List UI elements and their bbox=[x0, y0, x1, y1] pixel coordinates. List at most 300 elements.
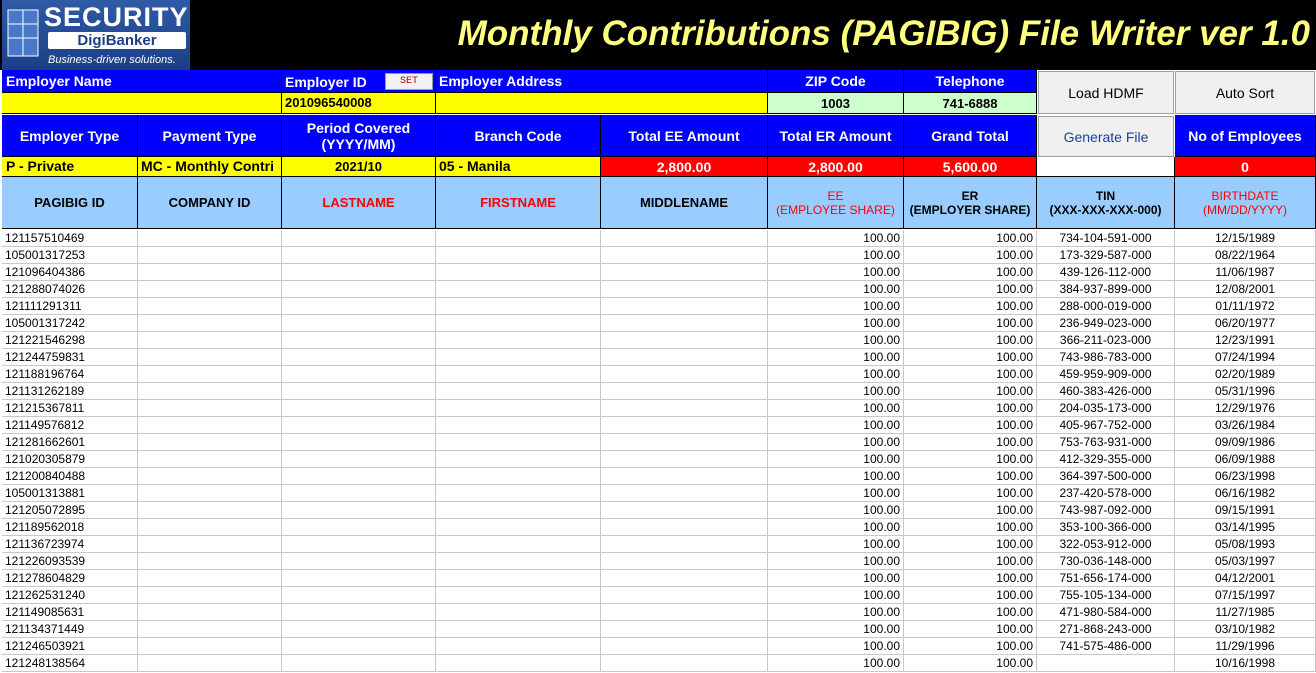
tin-cell[interactable]: 459-959-909-000 bbox=[1037, 366, 1175, 383]
ee-share-cell[interactable]: 100.00 bbox=[768, 417, 904, 434]
er-share-cell[interactable]: 100.00 bbox=[904, 383, 1037, 400]
pagibig-id-cell[interactable]: 121248138564 bbox=[2, 655, 138, 672]
firstname-cell[interactable] bbox=[436, 553, 601, 570]
table-row bbox=[0, 485, 1316, 502]
middlename-cell[interactable] bbox=[601, 349, 768, 366]
firstname-cell[interactable] bbox=[436, 468, 601, 485]
er-share-cell[interactable]: 100.00 bbox=[904, 366, 1037, 383]
logo-product: DigiBanker bbox=[48, 32, 186, 49]
employer-type-field[interactable]: P - Private bbox=[2, 157, 138, 177]
period-covered-label-line1: Period Covered bbox=[306, 119, 411, 136]
birthdate-cell[interactable]: 11/06/1987 bbox=[1175, 264, 1316, 281]
company-id-cell[interactable] bbox=[138, 604, 282, 621]
firstname-cell[interactable] bbox=[436, 264, 601, 281]
col-header-ee bbox=[768, 177, 904, 229]
birthdate-cell[interactable]: 06/09/1988 bbox=[1175, 451, 1316, 468]
table-row bbox=[0, 247, 1316, 264]
er-share-cell[interactable]: 100.00 bbox=[904, 553, 1037, 570]
middlename-cell[interactable] bbox=[601, 264, 768, 281]
logo-tagline: Business-driven solutions. bbox=[48, 54, 176, 66]
tin-cell[interactable]: 384-937-899-000 bbox=[1037, 281, 1175, 298]
tin-cell[interactable]: 366-211-023-000 bbox=[1037, 332, 1175, 349]
load-hdmf-button[interactable]: Load HDMF bbox=[1038, 71, 1174, 114]
firstname-cell[interactable] bbox=[436, 655, 601, 672]
firstname-cell[interactable] bbox=[436, 315, 601, 332]
col-header-er bbox=[904, 177, 1037, 229]
table-row bbox=[0, 553, 1316, 570]
tin-cell[interactable]: 471-980-584-000 bbox=[1037, 604, 1175, 621]
logo-emblem-icon bbox=[6, 6, 40, 60]
lastname-cell[interactable] bbox=[282, 332, 436, 349]
pagibig-id-cell[interactable]: 121288074026 bbox=[2, 281, 138, 298]
middlename-cell[interactable] bbox=[601, 655, 768, 672]
pagibig-id-cell[interactable]: 121157510469 bbox=[2, 230, 138, 247]
company-id-cell[interactable] bbox=[138, 417, 282, 434]
firstname-cell[interactable] bbox=[436, 230, 601, 247]
company-id-cell[interactable] bbox=[138, 587, 282, 604]
ee-share-cell[interactable]: 100.00 bbox=[768, 264, 904, 281]
birthdate-cell[interactable]: 05/08/1993 bbox=[1175, 536, 1316, 553]
lastname-cell[interactable] bbox=[282, 655, 436, 672]
pagibig-id-cell[interactable]: 121200840488 bbox=[2, 468, 138, 485]
ee-share-cell[interactable]: 100.00 bbox=[768, 298, 904, 315]
table-row bbox=[0, 621, 1316, 638]
pagibig-id-cell[interactable]: 121136723974 bbox=[2, 536, 138, 553]
ee-share-cell[interactable]: 100.00 bbox=[768, 519, 904, 536]
table-row bbox=[0, 417, 1316, 434]
ee-share-cell[interactable]: 100.00 bbox=[768, 485, 904, 502]
company-id-cell[interactable] bbox=[138, 536, 282, 553]
company-id-cell[interactable] bbox=[138, 502, 282, 519]
company-id-cell[interactable] bbox=[138, 349, 282, 366]
table-row bbox=[0, 281, 1316, 298]
branch-code-field[interactable]: 05 - Manila bbox=[436, 157, 601, 177]
company-id-cell[interactable] bbox=[138, 519, 282, 536]
firstname-cell[interactable] bbox=[436, 502, 601, 519]
birthdate-cell[interactable]: 06/20/1977 bbox=[1175, 315, 1316, 332]
table-row bbox=[0, 655, 1316, 672]
middlename-cell[interactable] bbox=[601, 536, 768, 553]
lastname-cell[interactable] bbox=[282, 400, 436, 417]
col-header-er-line2: (EMPLOYER SHARE) bbox=[909, 202, 1031, 217]
company-id-cell[interactable] bbox=[138, 451, 282, 468]
generate-file-button[interactable]: Generate File bbox=[1038, 116, 1174, 157]
pagibig-id-cell[interactable]: 105001313881 bbox=[2, 485, 138, 502]
firstname-cell[interactable] bbox=[436, 434, 601, 451]
employer-name-field[interactable] bbox=[2, 93, 282, 114]
birthdate-cell[interactable]: 12/29/1976 bbox=[1175, 400, 1316, 417]
pagibig-id-cell[interactable]: 121149576812 bbox=[2, 417, 138, 434]
company-id-cell[interactable] bbox=[138, 434, 282, 451]
ee-share-cell[interactable]: 100.00 bbox=[768, 553, 904, 570]
middlename-cell[interactable] bbox=[601, 638, 768, 655]
er-share-cell[interactable]: 100.00 bbox=[904, 519, 1037, 536]
tin-cell[interactable]: 412-329-355-000 bbox=[1037, 451, 1175, 468]
firstname-cell[interactable] bbox=[436, 332, 601, 349]
pagibig-id-cell[interactable]: 121134371449 bbox=[2, 621, 138, 638]
tin-cell[interactable]: 439-126-112-000 bbox=[1037, 264, 1175, 281]
table-row bbox=[0, 536, 1316, 553]
lastname-cell[interactable] bbox=[282, 281, 436, 298]
table-row bbox=[0, 230, 1316, 247]
pagibig-id-cell[interactable]: 121262531240 bbox=[2, 587, 138, 604]
pagibig-id-cell[interactable]: 121221546298 bbox=[2, 332, 138, 349]
tin-cell[interactable]: 751-656-174-000 bbox=[1037, 570, 1175, 587]
pagibig-id-cell[interactable]: 121205072895 bbox=[2, 502, 138, 519]
company-id-cell[interactable] bbox=[138, 298, 282, 315]
birthdate-cell[interactable]: 03/26/1984 bbox=[1175, 417, 1316, 434]
pagibig-id-cell[interactable]: 105001317253 bbox=[2, 247, 138, 264]
security-bank-logo bbox=[2, 0, 190, 70]
table-row bbox=[0, 468, 1316, 485]
lastname-cell[interactable] bbox=[282, 366, 436, 383]
er-share-cell[interactable]: 100.00 bbox=[904, 281, 1037, 298]
middlename-cell[interactable] bbox=[601, 366, 768, 383]
pagibig-id-cell[interactable]: 121281662601 bbox=[2, 434, 138, 451]
firstname-cell[interactable] bbox=[436, 519, 601, 536]
er-share-cell[interactable]: 100.00 bbox=[904, 570, 1037, 587]
telephone-field[interactable]: 741-6888 bbox=[904, 93, 1037, 114]
er-share-cell[interactable]: 100.00 bbox=[904, 264, 1037, 281]
tin-cell[interactable]: 741-575-486-000 bbox=[1037, 638, 1175, 655]
middlename-cell[interactable] bbox=[601, 332, 768, 349]
er-share-cell[interactable]: 100.00 bbox=[904, 485, 1037, 502]
firstname-cell[interactable] bbox=[436, 417, 601, 434]
no-of-employees-value: 0 bbox=[1175, 157, 1316, 177]
middlename-cell[interactable] bbox=[601, 315, 768, 332]
er-share-cell[interactable]: 100.00 bbox=[904, 434, 1037, 451]
firstname-cell[interactable] bbox=[436, 570, 601, 587]
er-share-cell[interactable]: 100.00 bbox=[904, 315, 1037, 332]
tin-cell[interactable]: 237-420-578-000 bbox=[1037, 485, 1175, 502]
ee-share-cell[interactable]: 100.00 bbox=[768, 468, 904, 485]
firstname-cell[interactable] bbox=[436, 604, 601, 621]
lastname-cell[interactable] bbox=[282, 434, 436, 451]
col-header-tin bbox=[1037, 177, 1175, 229]
tin-cell[interactable]: 743-986-783-000 bbox=[1037, 349, 1175, 366]
col-header-ee-line1: EE bbox=[827, 188, 844, 203]
col-header-tin-line2: (XXX-XXX-XXX-000) bbox=[1049, 202, 1162, 217]
tin-cell[interactable]: 730-036-148-000 bbox=[1037, 553, 1175, 570]
ee-share-cell[interactable]: 100.00 bbox=[768, 655, 904, 672]
pagibig-id-cell[interactable]: 121020305879 bbox=[2, 451, 138, 468]
tin-cell[interactable]: 322-053-912-000 bbox=[1037, 536, 1175, 553]
col-header-tin-line1: TIN bbox=[1095, 188, 1116, 203]
ee-share-cell[interactable]: 100.00 bbox=[768, 434, 904, 451]
middlename-cell[interactable] bbox=[601, 298, 768, 315]
lastname-cell[interactable] bbox=[282, 502, 436, 519]
middlename-cell[interactable] bbox=[601, 604, 768, 621]
firstname-cell[interactable] bbox=[436, 451, 601, 468]
lastname-cell[interactable] bbox=[282, 451, 436, 468]
ee-share-cell[interactable]: 100.00 bbox=[768, 383, 904, 400]
middlename-cell[interactable] bbox=[601, 434, 768, 451]
firstname-cell[interactable] bbox=[436, 536, 601, 553]
tin-cell[interactable]: 460-383-426-000 bbox=[1037, 383, 1175, 400]
col-header-ee-line2: (EMPLOYEE SHARE) bbox=[776, 202, 895, 217]
ee-share-cell[interactable]: 100.00 bbox=[768, 502, 904, 519]
firstname-cell[interactable] bbox=[436, 383, 601, 400]
birthdate-cell[interactable]: 05/03/1997 bbox=[1175, 553, 1316, 570]
er-share-cell[interactable]: 100.00 bbox=[904, 655, 1037, 672]
pagibig-id-cell[interactable]: 121278604829 bbox=[2, 570, 138, 587]
table-row bbox=[0, 451, 1316, 468]
birthdate-cell[interactable]: 07/24/1994 bbox=[1175, 349, 1316, 366]
ee-share-cell[interactable]: 100.00 bbox=[768, 281, 904, 298]
tin-cell[interactable]: 204-035-173-000 bbox=[1037, 400, 1175, 417]
birthdate-cell[interactable]: 04/12/2001 bbox=[1175, 570, 1316, 587]
employer-type-label: Employer Type bbox=[2, 115, 138, 157]
tin-cell[interactable]: 236-949-023-000 bbox=[1037, 315, 1175, 332]
firstname-cell[interactable] bbox=[436, 400, 601, 417]
employer-id-field[interactable]: 201096540008 bbox=[282, 93, 436, 114]
lastname-cell[interactable] bbox=[282, 485, 436, 502]
table-row bbox=[0, 604, 1316, 621]
lastname-cell[interactable] bbox=[282, 315, 436, 332]
middlename-cell[interactable] bbox=[601, 570, 768, 587]
pagibig-id-cell[interactable]: 121189562018 bbox=[2, 519, 138, 536]
table-row bbox=[0, 298, 1316, 315]
birthdate-cell[interactable]: 06/23/1998 bbox=[1175, 468, 1316, 485]
zip-code-field[interactable]: 1003 bbox=[768, 93, 904, 114]
middlename-cell[interactable] bbox=[601, 553, 768, 570]
company-id-cell[interactable] bbox=[138, 247, 282, 264]
tin-cell[interactable]: 364-397-500-000 bbox=[1037, 468, 1175, 485]
lastname-cell[interactable] bbox=[282, 298, 436, 315]
tin-cell[interactable]: 353-100-366-000 bbox=[1037, 519, 1175, 536]
firstname-cell[interactable] bbox=[436, 247, 601, 264]
company-id-cell[interactable] bbox=[138, 366, 282, 383]
company-id-cell[interactable] bbox=[138, 638, 282, 655]
er-share-cell[interactable]: 100.00 bbox=[904, 468, 1037, 485]
lastname-cell[interactable] bbox=[282, 536, 436, 553]
middlename-cell[interactable] bbox=[601, 468, 768, 485]
table-row bbox=[0, 366, 1316, 383]
pagibig-id-cell[interactable]: 121111291311 bbox=[2, 298, 138, 315]
app-title: Monthly Contributions (PAGIBIG) File Writer ver 1.0 bbox=[457, 14, 1310, 53]
pagibig-id-cell[interactable]: 121215367811 bbox=[2, 400, 138, 417]
company-id-cell[interactable] bbox=[138, 468, 282, 485]
tin-cell[interactable]: 753-763-931-000 bbox=[1037, 434, 1175, 451]
company-id-cell[interactable] bbox=[138, 264, 282, 281]
company-id-cell[interactable] bbox=[138, 553, 282, 570]
er-share-cell[interactable]: 100.00 bbox=[904, 502, 1037, 519]
firstname-cell[interactable] bbox=[436, 621, 601, 638]
er-share-cell[interactable]: 100.00 bbox=[904, 332, 1037, 349]
er-share-cell[interactable]: 100.00 bbox=[904, 298, 1037, 315]
firstname-cell[interactable] bbox=[436, 638, 601, 655]
pagibig-id-cell[interactable]: 121188196764 bbox=[2, 366, 138, 383]
lastname-cell[interactable] bbox=[282, 553, 436, 570]
ee-share-cell[interactable]: 100.00 bbox=[768, 332, 904, 349]
ee-share-cell[interactable]: 100.00 bbox=[768, 621, 904, 638]
birthdate-cell[interactable]: 12/23/1991 bbox=[1175, 332, 1316, 349]
col-header-birthdate-line1: BIRTHDATE bbox=[1211, 188, 1279, 203]
ee-share-cell[interactable]: 100.00 bbox=[768, 536, 904, 553]
lastname-cell[interactable] bbox=[282, 604, 436, 621]
tin-cell[interactable]: 743-987-092-000 bbox=[1037, 502, 1175, 519]
middlename-cell[interactable] bbox=[601, 621, 768, 638]
ee-share-cell[interactable]: 100.00 bbox=[768, 366, 904, 383]
ee-share-cell[interactable]: 100.00 bbox=[768, 349, 904, 366]
company-id-cell[interactable] bbox=[138, 621, 282, 638]
middlename-cell[interactable] bbox=[601, 485, 768, 502]
lastname-cell[interactable] bbox=[282, 621, 436, 638]
middlename-cell[interactable] bbox=[601, 502, 768, 519]
er-share-cell[interactable]: 100.00 bbox=[904, 638, 1037, 655]
middlename-cell[interactable] bbox=[601, 247, 768, 264]
pagibig-id-cell[interactable]: 121226093539 bbox=[2, 553, 138, 570]
employer-name-label: Employer Name bbox=[2, 70, 282, 93]
birthdate-cell[interactable]: 11/27/1985 bbox=[1175, 604, 1316, 621]
company-id-cell[interactable] bbox=[138, 400, 282, 417]
birthdate-cell[interactable]: 11/29/1996 bbox=[1175, 638, 1316, 655]
firstname-cell[interactable] bbox=[436, 281, 601, 298]
pagibig-id-cell[interactable]: 121096404386 bbox=[2, 264, 138, 281]
birthdate-cell[interactable]: 08/22/1964 bbox=[1175, 247, 1316, 264]
birthdate-cell[interactable]: 02/20/1989 bbox=[1175, 366, 1316, 383]
middlename-cell[interactable] bbox=[601, 383, 768, 400]
ee-share-cell[interactable]: 100.00 bbox=[768, 570, 904, 587]
firstname-cell[interactable] bbox=[436, 587, 601, 604]
lastname-cell[interactable] bbox=[282, 587, 436, 604]
table-row bbox=[0, 264, 1316, 281]
col-header-middlename: MIDDLENAME bbox=[601, 177, 768, 229]
auto-sort-button[interactable]: Auto Sort bbox=[1175, 71, 1315, 114]
birthdate-cell[interactable]: 10/16/1998 bbox=[1175, 655, 1316, 672]
tin-cell[interactable]: 173-329-587-000 bbox=[1037, 247, 1175, 264]
col-header-birthdate bbox=[1175, 177, 1316, 229]
firstname-cell[interactable] bbox=[436, 298, 601, 315]
pagibig-id-cell[interactable]: 121131262189 bbox=[2, 383, 138, 400]
lastname-cell[interactable] bbox=[282, 247, 436, 264]
lastname-cell[interactable] bbox=[282, 349, 436, 366]
total-er-amount-value: 2,800.00 bbox=[768, 157, 904, 177]
period-covered-label bbox=[282, 115, 436, 157]
ee-share-cell[interactable]: 100.00 bbox=[768, 247, 904, 264]
zip-code-label: ZIP Code bbox=[768, 70, 904, 93]
pagibig-id-cell[interactable]: 121244759831 bbox=[2, 349, 138, 366]
company-id-cell[interactable] bbox=[138, 230, 282, 247]
er-share-cell[interactable]: 100.00 bbox=[904, 230, 1037, 247]
tin-cell[interactable] bbox=[1037, 655, 1175, 672]
telephone-label: Telephone bbox=[904, 70, 1037, 93]
ee-share-cell[interactable]: 100.00 bbox=[768, 638, 904, 655]
company-id-cell[interactable] bbox=[138, 383, 282, 400]
birthdate-cell[interactable]: 03/14/1995 bbox=[1175, 519, 1316, 536]
employer-id-label: Employer ID bbox=[282, 70, 436, 93]
pagibig-id-cell[interactable]: 121149085631 bbox=[2, 604, 138, 621]
table-row bbox=[0, 587, 1316, 604]
ee-share-cell[interactable]: 100.00 bbox=[768, 587, 904, 604]
employer-address-field[interactable] bbox=[436, 93, 768, 114]
company-id-cell[interactable] bbox=[138, 485, 282, 502]
company-id-cell[interactable] bbox=[138, 315, 282, 332]
birthdate-cell[interactable]: 09/09/1986 bbox=[1175, 434, 1316, 451]
period-covered-label-line2: (YYYY/MM) bbox=[321, 135, 396, 152]
ee-share-cell[interactable]: 100.00 bbox=[768, 604, 904, 621]
employer-address-label: Employer Address bbox=[436, 70, 768, 93]
pagibig-id-cell[interactable]: 121246503921 bbox=[2, 638, 138, 655]
ee-share-cell[interactable]: 100.00 bbox=[768, 315, 904, 332]
middlename-cell[interactable] bbox=[601, 451, 768, 468]
company-id-cell[interactable] bbox=[138, 570, 282, 587]
firstname-cell[interactable] bbox=[436, 366, 601, 383]
birthdate-cell[interactable]: 01/11/1972 bbox=[1175, 298, 1316, 315]
company-id-cell[interactable] bbox=[138, 332, 282, 349]
table-row bbox=[0, 519, 1316, 536]
table-row bbox=[0, 400, 1316, 417]
lastname-cell[interactable] bbox=[282, 264, 436, 281]
tin-cell[interactable]: 288-000-019-000 bbox=[1037, 298, 1175, 315]
er-share-cell[interactable]: 100.00 bbox=[904, 587, 1037, 604]
lastname-cell[interactable] bbox=[282, 230, 436, 247]
payment-type-field[interactable]: MC - Monthly Contri bbox=[138, 157, 282, 177]
middlename-cell[interactable] bbox=[601, 417, 768, 434]
birthdate-cell[interactable]: 12/08/2001 bbox=[1175, 281, 1316, 298]
col-header-pagibig-id: PAGIBIG ID bbox=[2, 177, 138, 229]
er-share-cell[interactable]: 100.00 bbox=[904, 247, 1037, 264]
er-share-cell[interactable]: 100.00 bbox=[904, 400, 1037, 417]
ee-share-cell[interactable]: 100.00 bbox=[768, 451, 904, 468]
ee-share-cell[interactable]: 100.00 bbox=[768, 400, 904, 417]
er-share-cell[interactable]: 100.00 bbox=[904, 536, 1037, 553]
birthdate-cell[interactable]: 09/15/1991 bbox=[1175, 502, 1316, 519]
middlename-cell[interactable] bbox=[601, 400, 768, 417]
firstname-cell[interactable] bbox=[436, 349, 601, 366]
tin-cell[interactable]: 755-105-134-000 bbox=[1037, 587, 1175, 604]
no-of-employees-label: No of Employees bbox=[1175, 115, 1316, 157]
set-button[interactable]: SET bbox=[385, 73, 433, 90]
lastname-cell[interactable] bbox=[282, 383, 436, 400]
lastname-cell[interactable] bbox=[282, 468, 436, 485]
pagibig-id-cell[interactable]: 105001317242 bbox=[2, 315, 138, 332]
col-header-lastname: LASTNAME bbox=[282, 177, 436, 229]
middlename-cell[interactable] bbox=[601, 230, 768, 247]
ee-share-cell[interactable]: 100.00 bbox=[768, 230, 904, 247]
company-id-cell[interactable] bbox=[138, 281, 282, 298]
middlename-cell[interactable] bbox=[601, 519, 768, 536]
tin-cell[interactable]: 271-868-243-000 bbox=[1037, 621, 1175, 638]
total-ee-amount-label: Total EE Amount bbox=[601, 115, 768, 157]
lastname-cell[interactable] bbox=[282, 519, 436, 536]
middlename-cell[interactable] bbox=[601, 587, 768, 604]
birthdate-cell[interactable]: 07/15/1997 bbox=[1175, 587, 1316, 604]
birthdate-cell[interactable]: 06/16/1982 bbox=[1175, 485, 1316, 502]
table-row bbox=[0, 638, 1316, 655]
er-share-cell[interactable]: 100.00 bbox=[904, 604, 1037, 621]
birthdate-cell[interactable]: 05/31/1996 bbox=[1175, 383, 1316, 400]
lastname-cell[interactable] bbox=[282, 638, 436, 655]
er-share-cell[interactable]: 100.00 bbox=[904, 451, 1037, 468]
company-id-cell[interactable] bbox=[138, 655, 282, 672]
grand-total-value: 5,600.00 bbox=[904, 157, 1037, 177]
er-share-cell[interactable]: 100.00 bbox=[904, 417, 1037, 434]
tin-cell[interactable]: 405-967-752-000 bbox=[1037, 417, 1175, 434]
er-share-cell[interactable]: 100.00 bbox=[904, 621, 1037, 638]
er-share-cell[interactable]: 100.00 bbox=[904, 349, 1037, 366]
col-header-firstname: FIRSTNAME bbox=[436, 177, 601, 229]
lastname-cell[interactable] bbox=[282, 570, 436, 587]
firstname-cell[interactable] bbox=[436, 485, 601, 502]
tin-cell[interactable]: 734-104-591-000 bbox=[1037, 230, 1175, 247]
birthdate-cell[interactable]: 12/15/1989 bbox=[1175, 230, 1316, 247]
birthdate-cell[interactable]: 03/10/1982 bbox=[1175, 621, 1316, 638]
lastname-cell[interactable] bbox=[282, 417, 436, 434]
grand-total-label: Grand Total bbox=[904, 115, 1037, 157]
period-covered-field[interactable]: 2021/10 bbox=[282, 157, 436, 177]
middlename-cell[interactable] bbox=[601, 281, 768, 298]
